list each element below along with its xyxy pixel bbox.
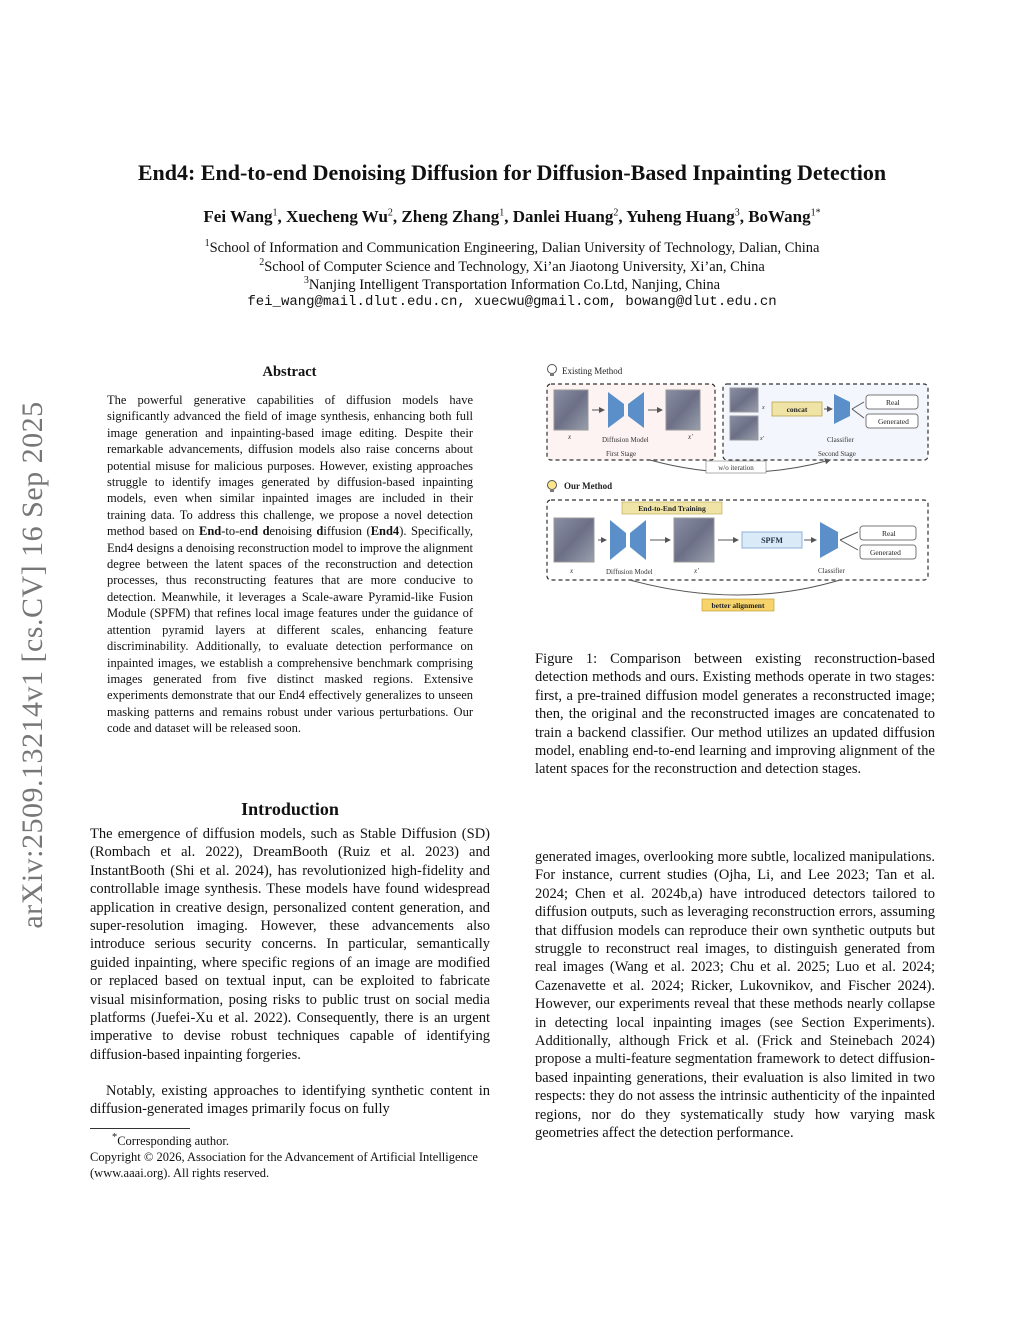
generated-label: Generated bbox=[878, 417, 909, 426]
our-method-label: Our Method bbox=[564, 481, 613, 491]
concat-label: concat bbox=[786, 405, 808, 414]
abstract-text: The powerful generative capabilities of diffusion models have significantly advanced the field of image synthesis, enhancing both full image generation and inpainting-based image editing. Despite their remarkable advancements, diffusion models also raise concerns about potential misuse for malicious purposes. However, existing approaches struggle to identify images generated by diffusion-based inpainting models, even when similar inpainted images are included in their training data. To address this challenge, we propose a novel detection method based on bbox=[107, 393, 473, 539]
wo-iteration-label: w/o iteration bbox=[718, 464, 754, 472]
better-alignment-label: better alignment bbox=[711, 601, 765, 610]
introduction-paragraph: The emergence of diffusion models, such as Stable Diffusion (SD) (Rombach et al. 2022), DreamBooth (Ruiz et al. 2023) and InstantBooth (Shi et al. 2024), has revolutionized high-fidelity and controllable image synthesis. These models have found widespread application in creative design, personalized content generation, and super-resolution imaging. However, these advancements also introduce serious security concerns. In particular, semantically guided inpainting, where specific regions of an image are modified or replaced based on textual input, can be exploited to fabricate visual misinformation, posing risks to public trust on social media platforms (Juefei-Xu et al. 2022). Consequently, there is an urgent imperative to devise robust techniques capable of identifying diffusion-based inpainting forgeries. bbox=[90, 826, 490, 1063]
classifier-label: Classifier bbox=[818, 567, 845, 575]
author-sep: , bbox=[618, 207, 627, 226]
footnote bbox=[90, 1130, 490, 1181]
x-prime-label: x′ bbox=[694, 567, 699, 575]
abstract-bold: End bbox=[198, 524, 222, 539]
affiliation bbox=[0, 238, 1024, 257]
existing-method-label: Existing Method bbox=[562, 366, 623, 376]
arxiv-stamp bbox=[15, 380, 51, 950]
abstract-bold: End4 bbox=[370, 524, 400, 539]
abstract-heading: Abstract bbox=[262, 364, 317, 380]
second-stage-label: Second Stage bbox=[818, 450, 856, 458]
author-sep: , bbox=[277, 207, 287, 226]
author-sup: 1 bbox=[499, 207, 505, 219]
abstract-bold: d bbox=[316, 524, 324, 539]
affiliation-sup: 1 bbox=[204, 238, 210, 249]
input-image bbox=[554, 390, 588, 430]
real-label: Real bbox=[886, 398, 900, 407]
author-sup: 2 bbox=[387, 207, 393, 219]
x-label: x bbox=[762, 405, 765, 411]
reconstructed-image bbox=[666, 390, 700, 430]
affiliation bbox=[0, 257, 1024, 276]
x-label: x bbox=[568, 433, 572, 441]
figure-1 bbox=[540, 360, 935, 615]
author-name: Danlei Huang bbox=[512, 207, 614, 226]
diffusion-model-label: Diffusion Model bbox=[602, 436, 649, 444]
author-sup: 1 bbox=[272, 207, 278, 219]
footnote-text: Corresponding author. bbox=[117, 1134, 229, 1149]
copyright-note: Copyright © 2026, Association for the Advancement of Artificial Intelligence (www.aaai.org). All rights reserved. bbox=[90, 1150, 478, 1181]
right-column-paragraph: generated images, overlooking more subtle, localized manipulations. For instance, current studies (Ojha, Li, and Lee 2023; Tan et al. 2024; Chen et al. 2024b,a) have introduced detectors tailored to diffusion outputs, such as leveraging reconstruction errors, assuming that diffusion models can reproduce their own synthetic outputs but struggle to reconstruct real images, to distinguish generated from real images (Wang et al. 2023; Chu et al. 2025; Luo et al. 2024; Cazenavette et al. 2024; Ricker, Lukovnikov, and Fischer 2024). However, our experiments reveal that these methods nearly collapse in detecting local inpainting images (see Section Experiments). Additionally, although Frick et al. (Frick and Steinebach 2024) propose a multi-feature segmentation framework to detect diffusion-based inpainting generations, their evaluation is also limited in two respects: they do not assess the intrinsic authenticity of the inpainted regions, nor do they systematically study how varying mask geometries affect the detection performance. bbox=[535, 849, 935, 1142]
author-sep: , bbox=[739, 207, 749, 226]
affiliation-sup: 3 bbox=[303, 275, 309, 286]
author-sup: 3 bbox=[734, 207, 740, 219]
alignment-arrow bbox=[630, 580, 840, 595]
abstract-text: -to-en bbox=[221, 524, 252, 539]
affiliation-text: School of Computer Science and Technology, Xi’an Jiaotong University, Xi’an, China bbox=[264, 258, 765, 275]
author-name: Xuecheng Wu bbox=[286, 207, 388, 226]
end-to-end-training-label: End-to-End Training bbox=[638, 504, 706, 513]
classifier-label: Classifier bbox=[827, 436, 854, 444]
abstract-text: ). Specifically, End4 designs a denoising reconstruction model to improve the alignment degree between the latent spaces of the reconstruction and detection processes, thus reconstructing features that are more conducive to detection. Meanwhile, it leverages a Scale-aware Pyramid-like Fusion Module (SPFM) that refines local image features under the guidance of attention pyramid layers at different scales, enhancing feature discriminability. Additionally, to evaluate detection performance on inpainted images, we establish a comprehensive benchmark comprising images generated from five distinct masked regions. Extensive experiments demonstrate that our End4 effectively generalizes to unseen masking patterns and remains robust under various perturbations. Our code and dataset will be released soon. bbox=[107, 524, 473, 736]
affiliation-text: Nanjing Intelligent Transportation Information Co.Ltd, Nanjing, China bbox=[308, 276, 721, 293]
first-stage-label: First Stage bbox=[606, 450, 637, 458]
abstract-body bbox=[107, 392, 473, 737]
figure-caption: Figure 1: Comparison between existing reconstruction-based detection methods and ours. Existing methods operate in two stages: first, a pre-trained diffusion model generates a reconstructed image; then, the original and the reconstructed images are concatenated to train a backend classifier. Our method utilizes an updated diffusion model, enabling end-to-end learning and improving alignment of the latent spaces for the reconstruction and detection stages. bbox=[535, 651, 935, 778]
affiliation-sup: 2 bbox=[259, 257, 265, 268]
bulb-icon bbox=[548, 481, 557, 493]
paper-title: End4: End-to-end Denoising Diffusion for Diffusion-Based Inpainting Detection bbox=[137, 160, 887, 185]
introduction-heading: Introduction bbox=[241, 799, 339, 819]
author-name: Fei Wang bbox=[203, 207, 273, 226]
author-name: Zheng Zhang bbox=[401, 207, 500, 226]
x-prime-label: x′ bbox=[760, 436, 764, 442]
input-image bbox=[554, 518, 594, 562]
corresponding-note bbox=[90, 1130, 490, 1149]
author-sep: , bbox=[504, 207, 513, 226]
diffusion-model-label: Diffusion Model bbox=[606, 568, 653, 576]
affiliation bbox=[0, 275, 1024, 294]
email-list: fei_wang@mail.dlut.edu.cn, xuecwu@gmail.com, bowang@dlut.edu.cn bbox=[247, 294, 777, 310]
real-label: Real bbox=[882, 529, 896, 538]
author-name: BoWang bbox=[748, 207, 811, 226]
introduction-paragraph: Notably, existing approaches to identifying synthetic content in diffusion-generated images primarily focus on fully bbox=[90, 1083, 490, 1118]
x-label: x bbox=[570, 567, 574, 575]
arxiv-stamp-text: arXiv:2509.13214v1 [cs.CV] 16 Sep 2025 bbox=[16, 401, 49, 929]
abstract-text: enoising bbox=[269, 524, 317, 539]
footnote-mark: * bbox=[112, 1132, 118, 1143]
spfm-label: SPFM bbox=[761, 536, 783, 545]
author-sup: 1* bbox=[810, 207, 821, 219]
author-list bbox=[0, 207, 1024, 227]
generated-label: Generated bbox=[870, 548, 901, 557]
abstract-bold: d bbox=[251, 524, 259, 539]
x-prime-label: x′ bbox=[688, 433, 693, 441]
abstract-bold: d bbox=[262, 524, 270, 539]
affiliation-text: School of Information and Communication Engineering, Dalian University of Technology, Dalian, China bbox=[209, 239, 820, 256]
reconstructed-image bbox=[674, 518, 714, 562]
footnote-rule bbox=[90, 1128, 190, 1129]
bulb-icon bbox=[548, 365, 557, 377]
author-sep: , bbox=[392, 207, 402, 226]
author-sup: 2 bbox=[613, 207, 619, 219]
author-name: Yuheng Huang bbox=[626, 207, 735, 226]
abstract-text: iffusion ( bbox=[323, 524, 371, 539]
